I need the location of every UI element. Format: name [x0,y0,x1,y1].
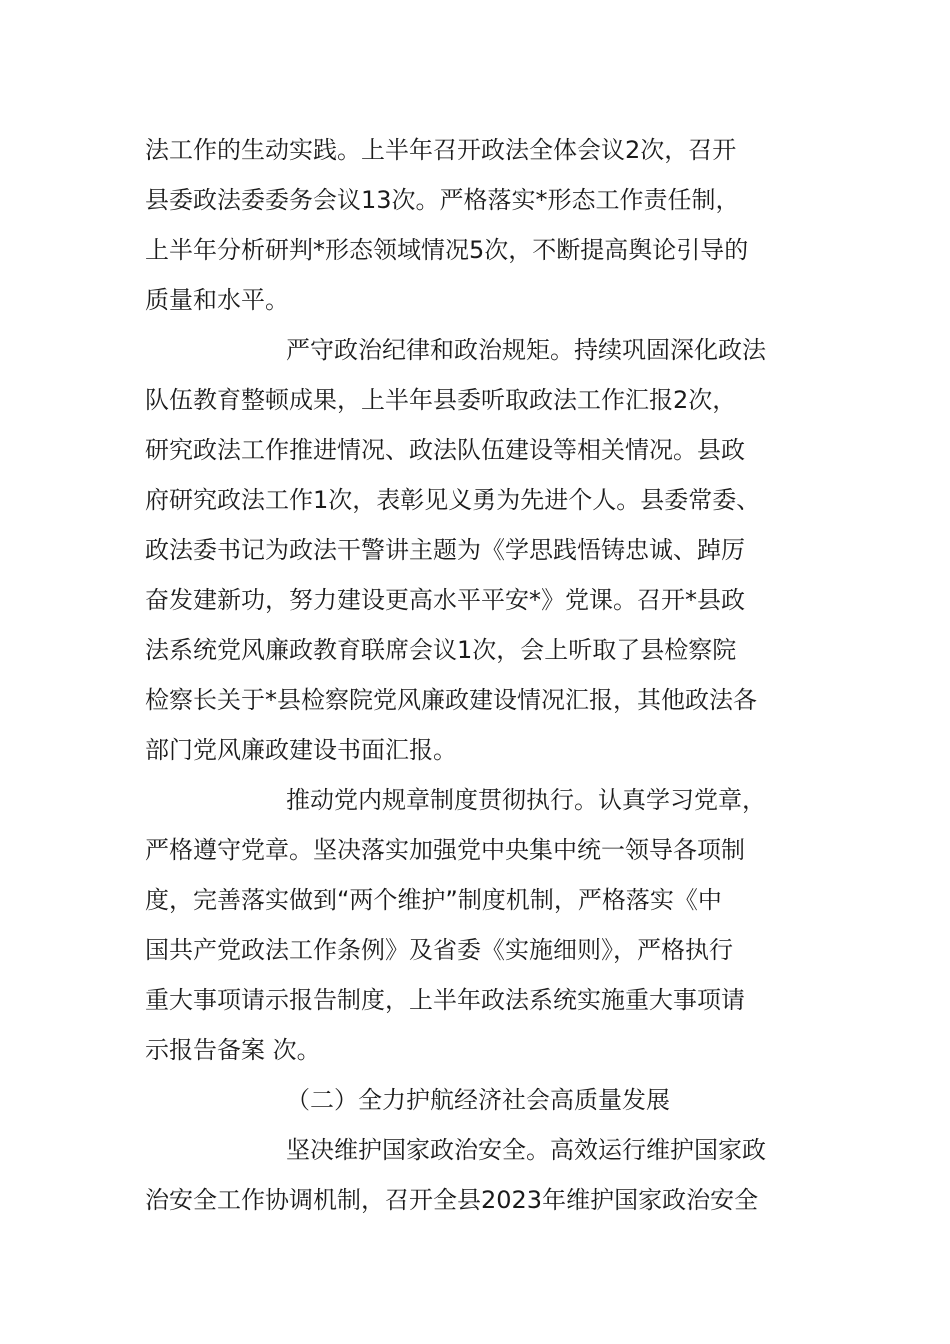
text-line: 研究政法工作推进情况、政法队伍建设等相关情况。县政 [145,436,745,464]
text-line: 政法委书记为政法干警讲主题为《学思践悟铸忠诚、踔厉 [145,536,745,564]
text-line: 严格遵守党章。坚决落实加强党中央集中统一领导各项制 [145,836,745,864]
text-line: 检察长关于*县检察院党风廉政建设情况汇报，其他政法各 [145,686,757,714]
text-line: 法系统党风廉政教育联席会议1次，会上听取了县检察院 [145,636,737,664]
text-line: 国共产党政法工作条例》及省委《实施细则》，严格执行 [145,936,733,964]
text-line: 部门党风廉政建设书面汇报。 [145,736,457,764]
section-heading: （二）全力护航经济社会高质量发展 [286,1086,670,1114]
text-line: 上半年分析研判*形态领域情况5次，不断提高舆论引导的 [145,236,749,264]
paragraph-heading: 坚决维护国家政治安全。高效运行维护国家政 [286,1136,766,1164]
paragraph-heading: 严守政治纪律和政治规矩。持续巩固深化政法 [286,336,766,364]
text-line: 法工作的生动实践。上半年召开政法全体会议2次，召开 [145,136,737,164]
paragraph-heading: 推动党内规章制度贯彻执行。认真学习党章， [286,786,766,814]
text-line: 县委政法委委务会议13次。严格落实*形态工作责任制， [145,186,740,214]
text-line: 重大事项请示报告制度，上半年政法系统实施重大事项请 [145,986,745,1014]
text-line: 奋发建新功，努力建设更高水平平安*》党课。召开*县政 [145,586,745,614]
text-line: 治安全工作协调机制，召开全县2023年维护国家政治安全 [145,1186,759,1214]
text-line: 府研究政法工作1次，表彰见义勇为先进个人。县委常委、 [145,486,761,514]
text-line: 质量和水平。 [145,286,289,314]
text-line: 队伍教育整顿成果，上半年县委听取政法工作汇报2次， [145,386,737,414]
text-line: 示报告备案 次。 [145,1036,321,1064]
text-line: 度，完善落实做到“两个维护”制度机制，严格落实《中 [145,886,722,914]
